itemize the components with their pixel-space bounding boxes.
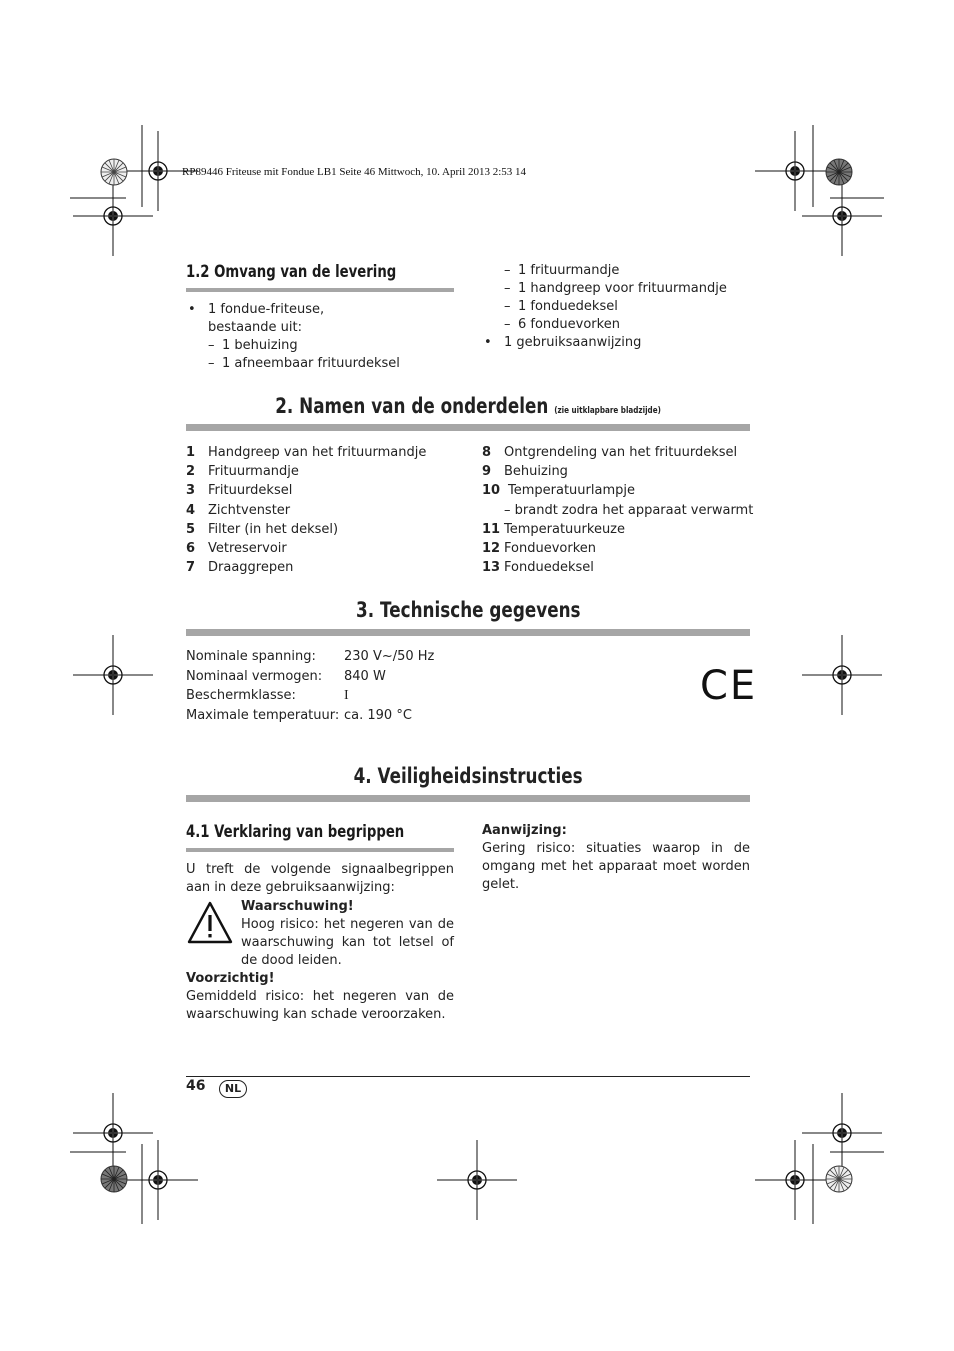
section-1-2-rule (186, 288, 454, 292)
section-2-rule (186, 424, 750, 431)
table-row: 10 Temperatuurlampje (482, 483, 635, 499)
table-row: 1 Handgreep van het frituurmandje (186, 445, 427, 460)
section-2-subtitle: (zie uitklapbare bladzijde) (554, 406, 661, 416)
signal-intro: U treft de volgende signaalbegrippen aan in deze gebruiksaanwijzing: (186, 862, 454, 895)
table-row: 5 Filter (in het deksel) (186, 521, 339, 537)
section-3-title: 3. Technische gegevens (355, 598, 581, 622)
page-number: 46 (186, 1078, 206, 1094)
list-item: – 1 fonduedeksel (504, 299, 618, 314)
table-row: Maximale temperatuur: ca. 190 °C (186, 707, 412, 723)
table-row: 4 Zichtvenster (186, 502, 291, 518)
delivery-list-right (482, 262, 750, 352)
section-2-title: 2. Namen van de onderdelen (zie uitklapbare bladzijde) (275, 394, 661, 418)
table-row-continuation: – brandt zodra het apparaat verwarmt (504, 502, 754, 518)
table-row: 8 Ontgrendeling van het frituurdeksel (482, 445, 738, 460)
parts-list-left (186, 443, 466, 577)
table-row: 9 Behuizing (482, 464, 568, 480)
delivery-list-left (186, 301, 454, 373)
spec-table (186, 647, 586, 725)
section-4-rule (186, 795, 750, 802)
caution-label: Voorzichtig! (186, 971, 275, 986)
language-badge: NL (219, 1080, 247, 1098)
caution-text: Gemiddeld risico: het negeren van de waarschuwing kan schade veroorzaken. (186, 989, 454, 1022)
list-item: – 6 fonduevorken (504, 317, 620, 332)
note-label: Aanwijzing: (482, 823, 567, 838)
warning-label: Waarschuwing! (241, 899, 354, 914)
note-text: Gering risico: situaties waarop in de omgang met het apparaat moet worden gelet. (482, 841, 750, 892)
list-item: – 1 afneembaar frituurdeksel (208, 356, 400, 371)
table-row: 7 Draaggrepen (186, 560, 294, 576)
list-item: – 1 behuizing (208, 338, 298, 353)
section-4-1-rule (186, 848, 454, 852)
table-row: 13 Fonduedeksel (482, 560, 594, 576)
section-4-1-title: 4.1 Verklaring van begrippen (186, 822, 405, 842)
parts-list-right (482, 443, 754, 577)
table-row: Nominaal vermogen: 840 W (186, 668, 386, 684)
warning-text: Hoog risico: het negeren van de waarschuwing kan tot letsel of de dood leiden. (241, 917, 454, 968)
list-item: • 1 gebruiksaanwijzing (482, 334, 750, 352)
table-row: Nominale spanning: 230 V~/50 Hz (186, 649, 435, 664)
footer-rule (186, 1076, 750, 1077)
section-1-2-title: 1.2 Omvang van de levering (186, 262, 397, 282)
table-row: Beschermklasse: I (186, 688, 349, 703)
list-item: – 1 frituurmandje (504, 263, 620, 278)
list-item-continuation: bestaande uit: (208, 320, 303, 335)
table-row: 2 Frituurmandje (186, 464, 299, 480)
section-4-title: 4. Veiligheidsinstructies (353, 764, 583, 788)
list-item: – 1 handgreep voor frituurmandje (504, 281, 727, 296)
table-row: 6 Vetreservoir (186, 540, 287, 556)
table-row: 3 Frituurdeksel (186, 483, 293, 499)
table-row: 12 Fonduevorken (482, 540, 596, 556)
list-item: • 1 fondue-friteuse, (186, 301, 454, 319)
warning-triangle-icon (187, 900, 233, 944)
section-3-rule (186, 629, 750, 636)
table-row: 11 Temperatuurkeuze (482, 521, 625, 537)
ce-mark: CE (700, 663, 758, 709)
print-info-line: RP89446 Friteuse mit Fondue LB1 Seite 46 Mittwoch, 10. April 2013 2:53 14 (182, 166, 527, 178)
